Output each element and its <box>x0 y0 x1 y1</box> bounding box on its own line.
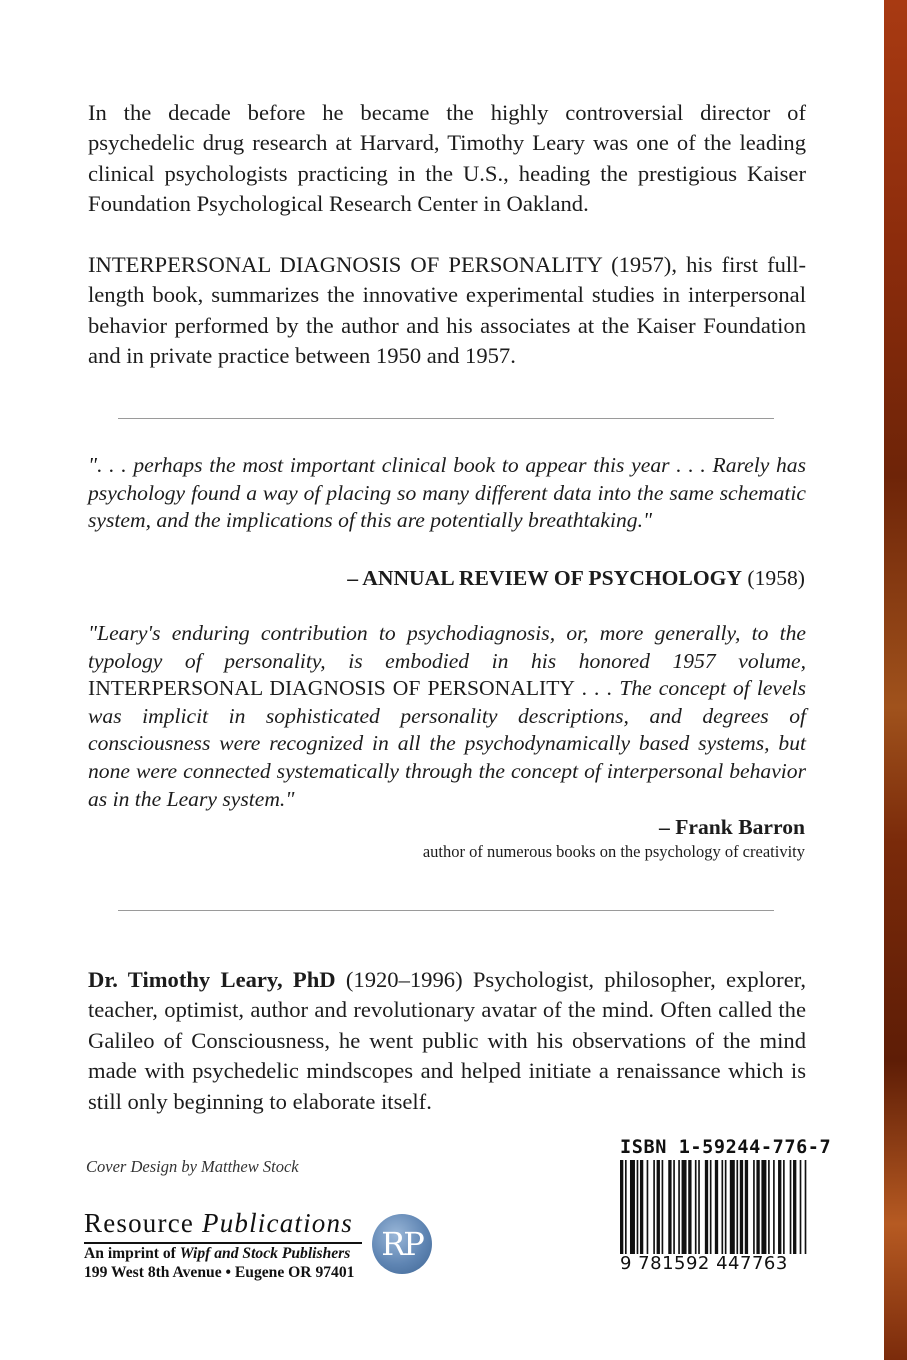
barcode-bar <box>688 1160 691 1254</box>
barcode-bar <box>698 1160 700 1254</box>
author-bio-text: (1920–1996) Psychologist, philosopher, explorer, teacher, optimist, author and revolutionary avatar of the mind. Often called the Galileo of Consciousness, he went public with his observations of the mind made with psychedelic mindscopes and helped initiate a renaissance which is still only beginning to elaborate itself. <box>88 967 807 1114</box>
publisher-imprint-name: Wipf and Stock Publishers <box>179 1245 351 1262</box>
review-quote-2-source: – Frank Barron <box>659 815 805 839</box>
barcode-bar <box>637 1160 639 1254</box>
barcode-bar <box>653 1160 655 1254</box>
publisher-name-regular: Resource <box>84 1208 195 1238</box>
barcode-bar <box>753 1160 755 1254</box>
barcode-bar <box>761 1160 766 1254</box>
publisher-imprint <box>84 1245 350 1263</box>
barcode-bar <box>647 1160 649 1254</box>
barcode-bar <box>715 1160 718 1254</box>
publisher-logo-icon <box>372 1214 432 1274</box>
barcode-bar <box>668 1160 671 1254</box>
barcode-bar <box>662 1160 664 1254</box>
intro-paragraph-2: INTERPERSONAL DIAGNOSIS OF PERSONALITY (1957), his first full-length book, summarizes the innovative experimental studies in interpersonal behavior performed by the author and his associates at the Kaiser Foundation and in private practice between 1950 and 1957. <box>88 252 806 369</box>
barcode-bar <box>705 1160 708 1254</box>
barcode-bar <box>695 1160 697 1254</box>
barcode-bar <box>773 1160 775 1254</box>
barcode-bar <box>783 1160 785 1254</box>
barcode-bar <box>778 1160 781 1254</box>
publisher-name-italic: Publications <box>202 1208 353 1238</box>
barcode-bar <box>793 1160 796 1254</box>
barcode-digits: 9 781592 447763 <box>620 1253 788 1274</box>
divider-top <box>118 418 774 419</box>
barcode-bar <box>620 1160 623 1254</box>
publisher-name <box>84 1208 353 1239</box>
barcode-bar <box>756 1160 759 1254</box>
barcode-bar <box>736 1160 738 1254</box>
divider-bottom <box>118 910 774 911</box>
review-quote-2-part-2: . . . The concept of levels was implicit in sophisticated personality descriptions, and degrees of consciousness were recognized in all the psychodynamically based systems, but none were connected systematically through the concept of interpersonal behavior as in the Leary system." <box>88 676 806 811</box>
cover-design-credit: Cover Design by Matthew Stock <box>86 1157 299 1176</box>
barcode-bar <box>673 1160 675 1254</box>
author-bio <box>88 965 806 1117</box>
barcode-bar <box>640 1160 643 1254</box>
review-quote-2-book-title: INTERPERSONAL DIAGNOSIS OF PERSONALITY <box>88 676 576 701</box>
barcode-bar <box>657 1160 660 1254</box>
isbn-label: ISBN 1-59244-776-7 <box>620 1137 832 1158</box>
barcode-bar <box>678 1160 680 1254</box>
barcode-bar <box>682 1160 687 1254</box>
review-quote-1: ". . . perhaps the most important clinical book to appear this year . . . Rarely has psychology found a way of placing so many different data into the same schematic system, and the implications of this are potentially breathtaking." <box>88 453 806 533</box>
barcode-bar <box>630 1160 635 1254</box>
review-quote-2-source-description: author of numerous books on the psychology of creativity <box>422 842 805 861</box>
publisher-address: 199 West 8th Avenue • Eugene OR 97401 <box>84 1264 355 1281</box>
review-quote-1-year: (1958) <box>747 566 805 590</box>
review-quote-2-attribution <box>659 814 805 841</box>
spine-edge-strip <box>884 0 907 1360</box>
barcode-bar <box>730 1160 735 1254</box>
review-quote-2 <box>88 620 806 813</box>
barcode-bar <box>725 1160 727 1254</box>
publisher-underline <box>84 1242 362 1244</box>
barcode-icon <box>620 1160 808 1254</box>
barcode-bar <box>745 1160 748 1254</box>
barcode-bar <box>800 1160 802 1254</box>
barcode-bar <box>740 1160 743 1254</box>
barcode-bar <box>721 1160 723 1254</box>
barcode-bar <box>790 1160 792 1254</box>
publisher-logo-text: RP <box>381 1225 423 1263</box>
barcode-bar <box>768 1160 770 1254</box>
review-quote-1-attribution <box>347 565 805 592</box>
review-quote-2-part-1: "Leary's enduring contribution to psychodiagnosis, or, more generally, to the typology of personality, is embodied in his honored 1957 volume, <box>88 621 806 673</box>
author-name: Dr. Timothy Leary, PhD <box>88 967 336 992</box>
publisher-imprint-prefix: An imprint of <box>84 1245 176 1262</box>
barcode-bar <box>625 1160 627 1254</box>
barcode-bar <box>710 1160 712 1254</box>
intro-paragraph-1: In the decade before he became the highly controversial director of psychedelic drug research at Harvard, Timothy Leary was one of the leading clinical psychologists practicing in the U.S., heading the prestigious Kaiser Foundation Psychological Research Center in Oakland. <box>88 100 806 217</box>
review-quote-1-source: – ANNUAL REVIEW OF PSYCHOLOGY <box>347 566 743 590</box>
barcode-bar <box>805 1160 807 1254</box>
